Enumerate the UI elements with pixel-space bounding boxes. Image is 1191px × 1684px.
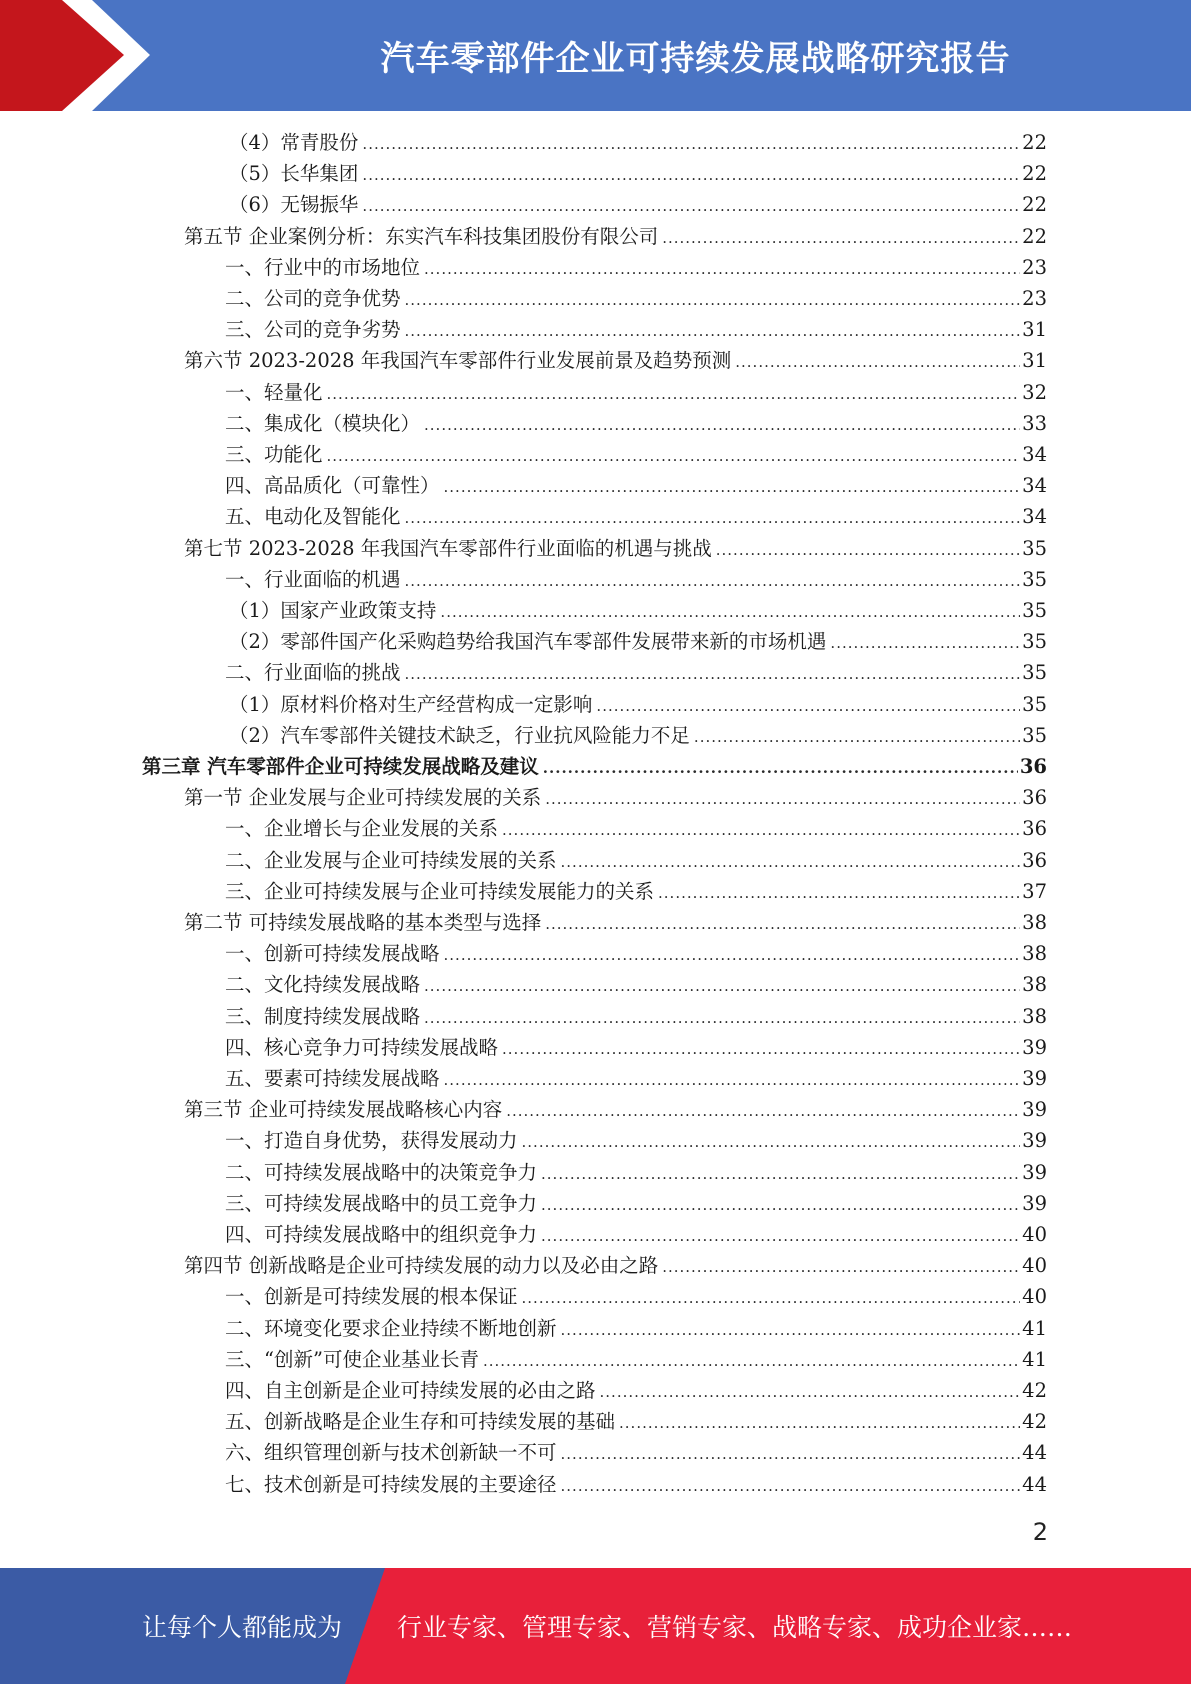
toc-subsection-entry[interactable] (225, 1157, 1047, 1188)
toc-entry-label: （5）长华集团 (229, 162, 359, 186)
toc-entry-page: 41 (1022, 1347, 1047, 1371)
toc-entry-page: 34 (1022, 505, 1047, 529)
toc-entry-page: 42 (1022, 1410, 1047, 1434)
toc-subsection-entry[interactable] (229, 189, 1047, 220)
toc-entry-page: 23 (1022, 255, 1047, 279)
toc-entry-label: 三、制度持续发展战略 (225, 1004, 421, 1028)
toc-subsection-entry[interactable] (225, 969, 1047, 1000)
toc-subsection-entry[interactable] (229, 720, 1047, 751)
toc-entry-label: 第五节 企业案例分析：东实汽车科技集团股份有限公司 (184, 224, 659, 248)
toc-entry-page: 36 (1022, 817, 1047, 841)
toc-subsection-entry[interactable] (225, 501, 1047, 532)
toc-subsection-entry[interactable] (229, 127, 1047, 158)
toc-dot-leader (522, 1127, 1021, 1158)
toc-entry-label: （1）国家产业政策支持 (229, 599, 437, 622)
page-header (0, 0, 1191, 111)
toc-dot-leader (830, 628, 1020, 659)
toc-dot-leader (541, 1159, 1020, 1190)
toc-dot-leader (545, 909, 1020, 940)
toc-entry-label: 四、可持续发展战略中的组织竞争力 (225, 1223, 538, 1246)
toc-entry-page: 39 (1022, 1098, 1047, 1122)
toc-dot-leader (405, 659, 1021, 690)
toc-entry-page: 36 (1019, 755, 1047, 778)
toc-entry-page: 32 (1022, 380, 1047, 404)
toc-section-entry[interactable] (184, 345, 1047, 376)
toc-entry-label: 第三节 企业可持续发展战略核心内容 (184, 1098, 503, 1122)
toc-entry-page: 35 (1022, 536, 1047, 560)
toc-entry-page: 35 (1022, 723, 1047, 747)
toc-entry-label: （6）无锡振华 (229, 193, 359, 217)
toc-entry-page: 23 (1022, 287, 1047, 310)
toc-entry-page: 39 (1022, 1035, 1047, 1059)
toc-dot-leader (405, 316, 1021, 347)
toc-section-entry[interactable] (184, 533, 1047, 564)
toc-subsection-entry[interactable] (225, 283, 1047, 314)
toc-entry-page: 39 (1022, 1129, 1047, 1153)
page-footer (0, 1568, 1191, 1684)
toc-entry-page: 40 (1022, 1254, 1047, 1278)
toc-entry-page: 41 (1022, 1316, 1047, 1340)
toc-dot-leader (596, 691, 1020, 722)
toc-entry-label: 三、企业可持续发展与企业可持续发展能力的关系 (225, 879, 655, 903)
toc-dot-leader (362, 191, 1020, 222)
toc-entry-label: 六、组织管理创新与技术创新缺一不可 (225, 1441, 557, 1465)
toc-subsection-entry[interactable] (225, 1063, 1047, 1094)
toc-subsection-entry[interactable] (225, 377, 1047, 408)
toc-entry-page: 39 (1022, 1067, 1047, 1090)
toc-entry-page: 35 (1022, 599, 1047, 622)
toc-entry-page: 37 (1022, 879, 1047, 903)
toc-dot-leader (502, 1034, 1020, 1065)
toc-entry-label: 第二节 可持续发展战略的基本类型与选择 (184, 911, 542, 934)
toc-entry-page: 36 (1022, 786, 1047, 810)
toc-entry-label: 五、创新战略是企业生存和可持续发展的基础 (225, 1410, 616, 1434)
toc-entry-label: 五、要素可持续发展战略 (225, 1067, 440, 1090)
toc-entry-page: 38 (1022, 911, 1047, 934)
toc-dot-leader (662, 223, 1020, 254)
toc-entry-page: 38 (1022, 1004, 1047, 1028)
toc-dot-leader (362, 160, 1020, 191)
toc-entry-page: 34 (1022, 474, 1047, 498)
toc-dot-leader (424, 254, 1020, 285)
toc-dot-leader (735, 347, 1020, 378)
toc-dot-leader (662, 1252, 1020, 1283)
toc-entry-label: 二、公司的竞争优势 (225, 287, 401, 310)
toc-entry-label: （1）原材料价格对生产经营构成一定影响 (229, 692, 593, 716)
toc-dot-leader (545, 784, 1020, 815)
toc-dot-leader (440, 597, 1020, 628)
toc-entry-label: 一、企业增长与企业发展的关系 (225, 817, 499, 841)
toc-subsection-entry[interactable] (225, 1406, 1047, 1437)
toc-subsection-entry[interactable] (225, 314, 1047, 345)
toc-entry-page: 44 (1022, 1441, 1047, 1465)
toc-entry-label: 第四节 创新战略是企业可持续发展的动力以及必由之路 (184, 1254, 659, 1278)
toc-chapter-entry[interactable] (142, 751, 1047, 782)
toc-subsection-entry[interactable] (225, 564, 1047, 595)
toc-dot-leader (424, 971, 1020, 1002)
toc-entry-page: 33 (1022, 411, 1047, 435)
toc-entry-label: 四、核心竞争力可持续发展战略 (225, 1035, 499, 1059)
toc-entry-label: 二、可持续发展战略中的决策竞争力 (225, 1160, 538, 1184)
toc-entry-label: 一、轻量化 (225, 380, 323, 404)
toc-entry-page: 40 (1022, 1223, 1047, 1246)
toc-entry-label: 一、行业中的市场地位 (225, 255, 421, 279)
toc-entry-page: 39 (1022, 1191, 1047, 1215)
toc-dot-leader (561, 1439, 1021, 1470)
toc-dot-leader (362, 129, 1020, 160)
toc-entry-page: 39 (1022, 1160, 1047, 1184)
toc-entry-page: 22 (1022, 131, 1047, 154)
toc-dot-leader (541, 1190, 1020, 1221)
toc-subsection-entry[interactable] (225, 1281, 1047, 1312)
toc-subsection-entry[interactable] (225, 845, 1047, 876)
toc-entry-label: 一、创新是可持续发展的根本保证 (225, 1285, 518, 1309)
toc-entry-label: 三、功能化 (225, 443, 323, 466)
toc-dot-leader (327, 441, 1021, 472)
toc-entry-page: 44 (1022, 1472, 1047, 1496)
toc-entry-label: 二、文化持续发展战略 (225, 973, 421, 997)
toc-dot-leader (483, 1346, 1020, 1377)
toc-dot-leader (522, 1283, 1021, 1314)
toc-entry-page: 35 (1022, 567, 1047, 591)
toc-subsection-entry[interactable] (225, 252, 1047, 283)
toc-section-entry[interactable] (184, 221, 1047, 252)
toc-subsection-entry[interactable] (225, 1469, 1047, 1500)
toc-dot-leader (658, 878, 1020, 909)
toc-section-entry[interactable] (184, 1250, 1047, 1281)
toc-subsection-entry[interactable] (225, 1375, 1047, 1406)
toc-entry-label: （2）零部件国产化采购趋势给我国汽车零部件发展带来新的市场机遇 (229, 630, 827, 654)
toc-entry-label: （2）汽车零部件关键技术缺乏，行业抗风险能力不足 (229, 723, 690, 747)
toc-dot-leader (444, 940, 1021, 971)
toc-subsection-entry[interactable] (225, 439, 1047, 470)
toc-entry-label: 二、集成化（模块化） (225, 411, 421, 435)
toc-subsection-entry[interactable] (225, 938, 1047, 969)
toc-dot-leader (716, 535, 1020, 566)
toc-entry-label: 五、电动化及智能化 (225, 505, 401, 529)
toc-subsection-entry[interactable] (225, 1188, 1047, 1219)
report-title: 汽车零部件企业可持续发展战略研究报告 (380, 39, 1011, 79)
toc-dot-leader (502, 815, 1020, 846)
toc-section-entry[interactable] (184, 1094, 1047, 1125)
toc-entry-label: 三、“创新”可使企业基业长青 (225, 1347, 479, 1371)
toc-dot-leader (405, 566, 1021, 597)
toc-entry-page: 38 (1022, 942, 1047, 966)
toc-entry-page: 42 (1022, 1379, 1047, 1402)
toc-dot-leader (694, 722, 1020, 753)
toc-subsection-entry[interactable] (225, 876, 1047, 907)
toc-entry-page: 36 (1022, 848, 1047, 872)
toc-subsection-entry[interactable] (229, 626, 1047, 657)
toc-entry-label: 二、行业面临的挑战 (225, 661, 401, 685)
toc-entry-label: 四、高品质化（可靠性） (225, 474, 440, 498)
toc-entry-label: 第三章 汽车零部件企业可持续发展战略及建议 (142, 755, 539, 778)
toc-entry-label: 第六节 2023-2028 年我国汽车零部件行业发展前景及趋势预测 (184, 349, 732, 373)
toc-dot-leader (506, 1096, 1020, 1127)
toc-subsection-entry[interactable] (225, 1344, 1047, 1375)
toc-entry-label: 第七节 2023-2028 年我国汽车零部件行业面临的机遇与挑战 (184, 536, 712, 560)
toc-dot-leader (619, 1408, 1020, 1439)
toc-entry-label: 一、行业面临的机遇 (225, 567, 401, 591)
toc-subsection-entry[interactable] (225, 1219, 1047, 1250)
toc-entry-page: 31 (1022, 349, 1047, 373)
toc-dot-leader (444, 472, 1021, 503)
toc-dot-leader (600, 1377, 1021, 1408)
page-number: 2 (1032, 1518, 1048, 1546)
toc-dot-leader (561, 1315, 1021, 1346)
toc-entry-page: 38 (1022, 973, 1047, 997)
toc-entry-label: 二、环境变化要求企业持续不断地创新 (225, 1316, 557, 1340)
footer-slogan-left: 让每个人都能成为 (142, 1613, 343, 1642)
toc-entry-page: 35 (1022, 692, 1047, 716)
toc-dot-leader (444, 1065, 1021, 1096)
toc-dot-leader (424, 1003, 1020, 1034)
toc-section-entry[interactable] (184, 782, 1047, 813)
toc-entry-label: 二、企业发展与企业可持续发展的关系 (225, 848, 557, 872)
toc-subsection-entry[interactable] (229, 595, 1047, 626)
toc-entry-page: 40 (1022, 1285, 1047, 1309)
toc-entry-page: 22 (1022, 224, 1047, 248)
toc-subsection-entry[interactable] (225, 1125, 1047, 1156)
toc-section-entry[interactable] (184, 907, 1047, 938)
toc-entry-page: 22 (1022, 193, 1047, 217)
toc-dot-leader (327, 379, 1021, 410)
toc-dot-leader (405, 285, 1021, 316)
toc-subsection-entry[interactable] (229, 689, 1047, 720)
toc-subsection-entry[interactable] (225, 1313, 1047, 1344)
toc-entry-label: 三、公司的竞争劣势 (225, 318, 401, 342)
toc-dot-leader (541, 1221, 1020, 1252)
toc-subsection-entry[interactable] (225, 813, 1047, 844)
toc-subsection-entry[interactable] (229, 158, 1047, 189)
toc-entry-page: 31 (1022, 318, 1047, 342)
toc-entry-page: 22 (1022, 162, 1047, 186)
toc-entry-label: 一、打造自身优势，获得发展动力 (225, 1129, 518, 1153)
toc-entry-page: 35 (1022, 661, 1047, 685)
toc-subsection-entry[interactable] (225, 470, 1047, 501)
toc-dot-leader (405, 503, 1021, 534)
toc-dot-leader (543, 753, 1018, 784)
toc-entry-label: 第一节 企业发展与企业可持续发展的关系 (184, 786, 542, 810)
footer-slogan-right: 行业专家、管理专家、营销专家、战略专家、成功企业家…… (397, 1613, 1073, 1642)
toc-dot-leader (561, 1471, 1021, 1502)
toc-subsection-entry[interactable] (225, 1437, 1047, 1468)
toc-subsection-entry[interactable] (225, 1001, 1047, 1032)
toc-entry-label: 三、可持续发展战略中的员工竞争力 (225, 1191, 538, 1215)
toc-entry-page: 35 (1022, 630, 1047, 654)
toc-dot-leader (561, 847, 1021, 878)
toc-entry-label: 一、创新可持续发展战略 (225, 942, 440, 966)
toc-subsection-entry[interactable] (225, 657, 1047, 688)
toc-entry-page: 34 (1022, 443, 1047, 466)
toc-dot-leader (424, 410, 1020, 441)
toc-entry-label: （4）常青股份 (229, 131, 359, 154)
toc-entry-label: 七、技术创新是可持续发展的主要途径 (225, 1472, 557, 1496)
toc-subsection-entry[interactable] (225, 1032, 1047, 1063)
toc-subsection-entry[interactable] (225, 408, 1047, 439)
toc-entry-label: 四、自主创新是企业可持续发展的必由之路 (225, 1379, 596, 1402)
